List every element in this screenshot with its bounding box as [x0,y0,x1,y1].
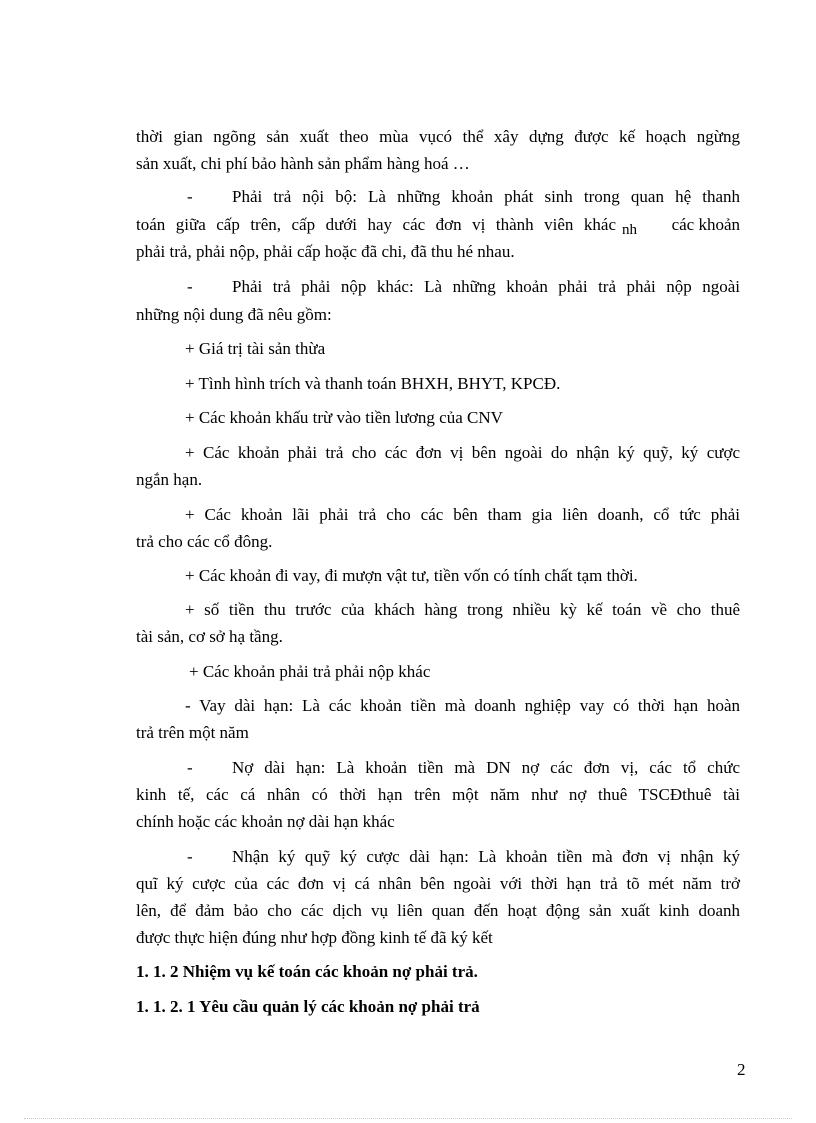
phai-nop-khac-line2: những nội dung đã nêu gồm: [136,305,332,324]
section-heading-1-1-2-1: 1. 1. 2. 1 Yêu cầu quản lý các khoản nợ phải trả [136,997,480,1016]
list-item-ky-quy-line1: + Các khoản phải trả cho các đơn vị bên ngoài do nhận ký quỹ, ký cược [185,443,740,462]
nhan-ky-quy-line3: lên, để đảm bảo cho các dịch vụ liên quan đến hoạt động sản xuất kinh doanh [136,901,740,920]
list-item-thu-truoc-line1: + số tiền thu trước của khách hàng trong nhiều kỳ kế toán về cho thuê [185,600,740,619]
phai-nop-khac-line1: Phải trả phải nộp khác: Là những khoản phải trả phải nộp ngoài [232,277,740,296]
noi-bo-line2-end: các khoản [671,215,740,234]
page-number: 2 [737,1060,746,1079]
noi-bo-line1: Phải trả nội bộ: Là những khoản phát sinh trong quan hệ thanh [232,187,740,206]
nhan-ky-quy-line4: được thực hiện đúng như hợp đồng kinh tế đã ký kết [136,928,493,947]
nhan-ky-quy-dash: - [187,847,193,866]
nhan-ky-quy-line1: Nhận ký quỹ ký cược dài hạn: Là khoản tiền mà đơn vị nhận ký [232,847,740,866]
list-item-khau-tru: + Các khoản khấu trừ vào tiền lương của CNV [185,408,503,427]
list-item-tinh-hinh: + Tình hình trích và thanh toán BHXH, BHYT, KPCĐ. [185,374,561,393]
nhan-ky-quy-line2: quĩ ký cược của các đơn vị cá nhân bên ngoài với thời hạn trả tõ mét năm trở [136,874,740,893]
list-item-thu-truoc-line2: tài sản, cơ sở hạ tầng. [136,627,283,646]
para1-line1: thời gian ngõng sản xuất theo mùa vụcó thể xây dựng được kế hoạch ngừng [136,127,740,146]
page-bottom-divider [24,1118,792,1119]
section-heading-1-1-2: 1. 1. 2 Nhiệm vụ kế toán các khoản nợ phải trả. [136,962,478,981]
vay-dai-han-line1: - Vay dài hạn: Là các khoản tiền mà doanh nghiệp vay có thời hạn hoàn [185,696,740,715]
list-item-gia-tri: + Giá trị tài sản thừa [185,339,326,358]
list-item-lai-line2: trả cho các cổ đông. [136,532,273,551]
no-dai-han-line1: Nợ dài hạn: Là khoản tiền mà DN nợ các đơn vị, các tổ chức [232,758,740,777]
para1-line2: sản xuất, chi phí bảo hành sản phẩm hàng hoá … [136,154,470,173]
noi-bo-line2-sub: nh [622,222,637,238]
no-dai-han-line3: chính hoặc các khoản nợ dài hạn khác [136,812,395,831]
list-item-di-vay: + Các khoản đi vay, đi mượn vật tư, tiền vốn có tính chất tạm thời. [185,566,638,585]
noi-bo-dash: - [187,187,193,206]
vay-dai-han-line2: trả trên một năm [136,723,249,742]
noi-bo-line2: toán giữa cấp trên, cấp dưới hay các đơn vị thành viên khác [136,215,616,234]
list-item-ky-quy-line2: ngắn hạn. [136,470,203,489]
list-item-khac: + Các khoản phải trả phải nộp khác [189,662,431,681]
no-dai-han-line2: kinh tế, các cá nhân có thời hạn trên một năm như nợ thuê TSCĐthuê tài [136,785,740,804]
list-item-lai-line1: + Các khoản lãi phải trả cho các bên tham gia liên doanh, cổ tức phải [185,505,740,524]
no-dai-han-dash: - [187,758,193,777]
phai-nop-khac-dash: - [187,277,193,296]
noi-bo-line3: phải trả, phải nộp, phải cấp hoặc đã chi, đã thu hé nhau. [136,242,515,261]
